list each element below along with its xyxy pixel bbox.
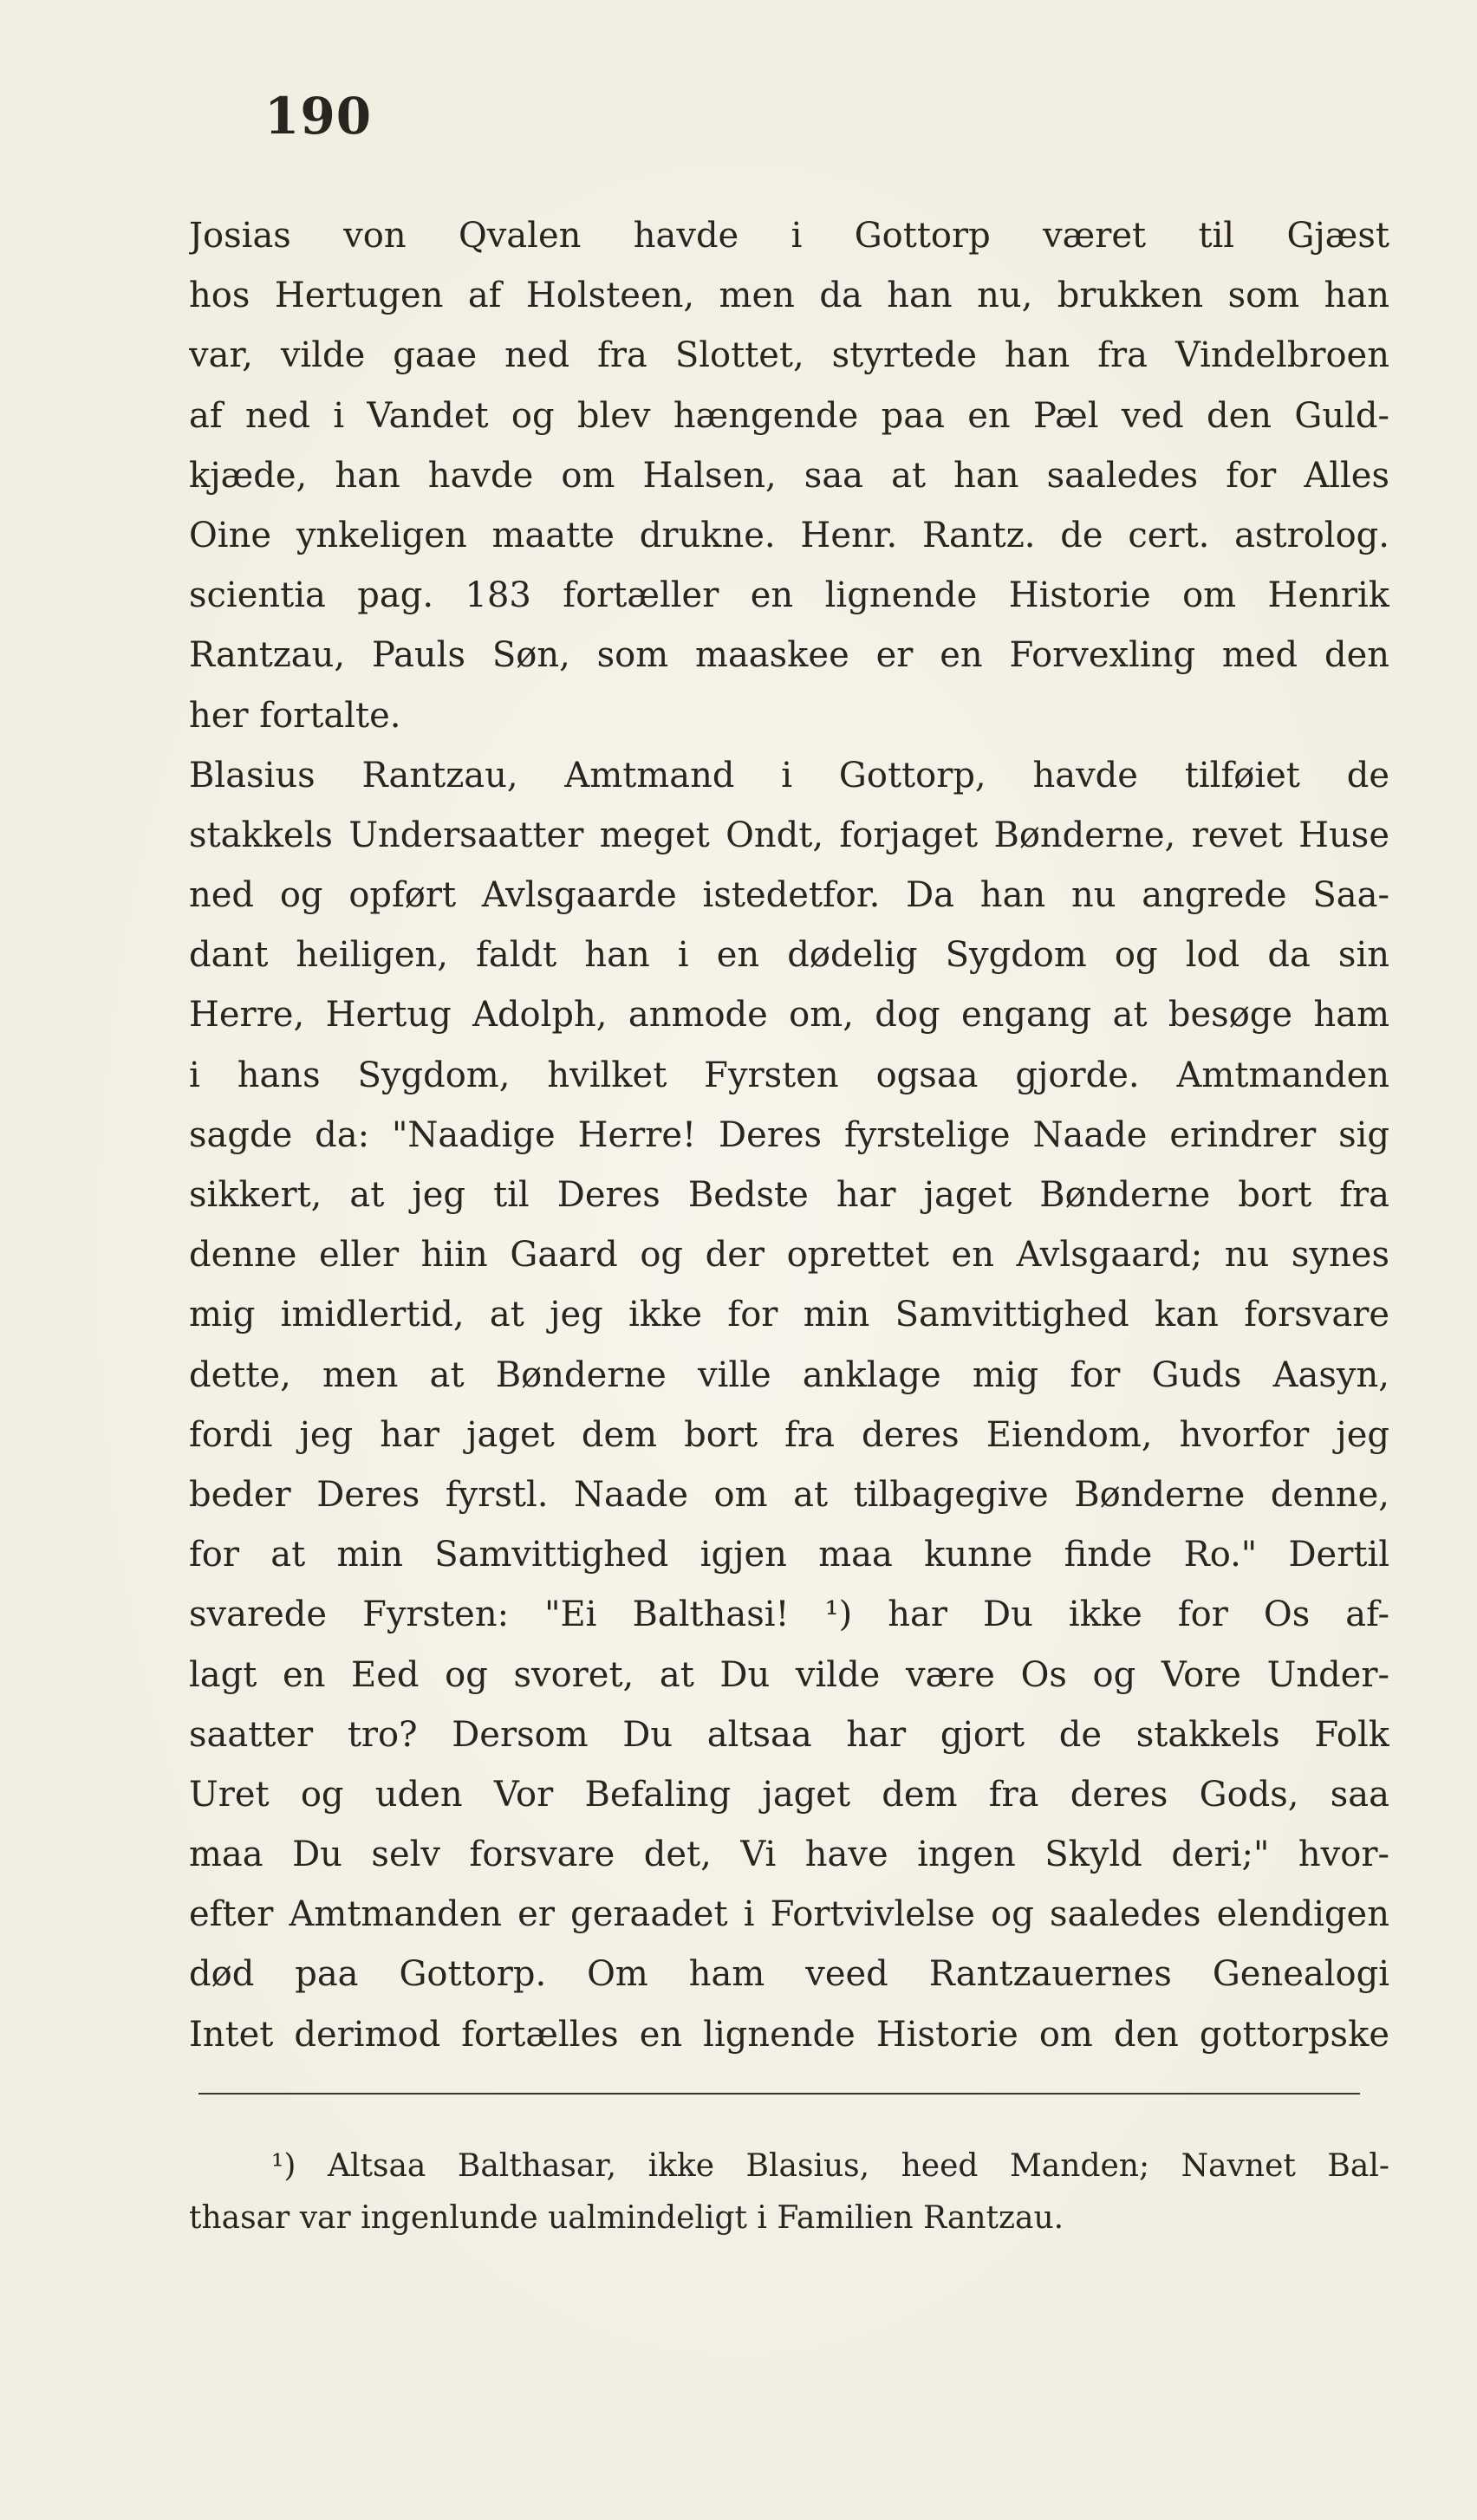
text-line: her fortalte. (189, 695, 401, 736)
text-line: Uret og uden Vor Befaling jaget dem fra deres Gods, saa (189, 1774, 1389, 1815)
text-line: Intet derimod fortælles en lignende Historie om den gottorpske (189, 2014, 1389, 2055)
text-line: stakkels Undersaatter meget Ondt, forjaget Bønderne, revet Huse (189, 815, 1389, 855)
text-line: kjæde, han havde om Halsen, saa at han saaledes for Alles (189, 455, 1389, 496)
text-line: svarede Fyrsten: "Ei Balthasi! ¹) har Du ikke for Os af- (189, 1594, 1389, 1635)
text-line: sikkert, at jeg til Deres Bedste har jaget Bønderne bort fra (189, 1175, 1389, 1215)
text-line: død paa Gottorp. Om ham veed Rantzauernes Genealogi (189, 1954, 1389, 1995)
text-line: Oine ynkeligen maatte drukne. Henr. Rantz. de cert. astrolog. (189, 515, 1389, 555)
footnote-line: ¹) Altsaa Balthasar, ikke Blasius, heed Manden; Navnet Bal- (271, 2148, 1389, 2184)
text-line: beder Deres fyrstl. Naade om at tilbagegive Bønderne denne, (189, 1474, 1389, 1515)
text-line: dant heiligen, faldt han i en dødelig Sygdom og lod da sin (189, 935, 1389, 976)
footnote (189, 2140, 1389, 2244)
text-line: denne eller hiin Gaard og der oprettet en Avlsgaard; nu synes (189, 1235, 1389, 1276)
text-line: maa Du selv forsvare det, Vi have ingen Skyld deri;" hvor- (189, 1835, 1389, 1875)
text-line: mig imidlertid, at jeg ikke for min Samvittighed kan forsvare (189, 1295, 1389, 1335)
text-line: ned og opført Avlsgaarde istedetfor. Da han nu angrede Saa- (189, 875, 1389, 916)
text-line: af ned i Vandet og blev hængende paa en Pæl ved den Guld- (189, 395, 1389, 436)
text-line: saatter tro? Dersom Du altsaa har gjort de stakkels Folk (189, 1714, 1389, 1755)
text-line: Josias von Qvalen havde i Gottorp været til Gjæst (189, 216, 1389, 256)
text-line: lagt en Eed og svoret, at Du vilde være Os og Vore Under- (189, 1654, 1389, 1695)
text-line: dette, men at Bønderne ville anklage mig for Guds Aasyn, (189, 1354, 1389, 1395)
body-text (189, 206, 1389, 2065)
text-line: var, vilde gaae ned fra Slottet, styrtede han fra Vindelbroen (189, 335, 1389, 376)
text-line: i hans Sygdom, hvilket Fyrsten ogsaa gjorde. Amtmanden (189, 1055, 1389, 1095)
text-line: scientia pag. 183 fortæller en lignende Historie om Henrik (189, 575, 1389, 616)
text-line: Rantzau, Pauls Søn, som maaskee er en Forvexling med den (189, 635, 1389, 676)
text-line: Herre, Hertug Adolph, anmode om, dog engang at besøge ham (189, 995, 1389, 1036)
footnote-divider (198, 2093, 1360, 2095)
text-line: efter Amtmanden er geraadet i Fortvivlelse og saaledes elendigen (189, 1894, 1389, 1935)
page-number: 190 (264, 87, 373, 146)
footnote-line: thasar var ingenlunde ualmindeligt i Familien Rantzau. (189, 2200, 1064, 2236)
text-line: Blasius Rantzau, Amtmand i Gottorp, havde tilføiet de (189, 755, 1389, 796)
text-line: for at min Samvittighed igjen maa kunne finde Ro." Dertil (189, 1535, 1389, 1575)
text-line: fordi jeg har jaget dem bort fra deres Eiendom, hvorfor jeg (189, 1414, 1389, 1455)
text-line: sagde da: "Naadige Herre! Deres fyrstelige Naade erindrer sig (189, 1114, 1389, 1155)
text-line: hos Hertugen af Holsteen, men da han nu, brukken som han (189, 276, 1389, 316)
